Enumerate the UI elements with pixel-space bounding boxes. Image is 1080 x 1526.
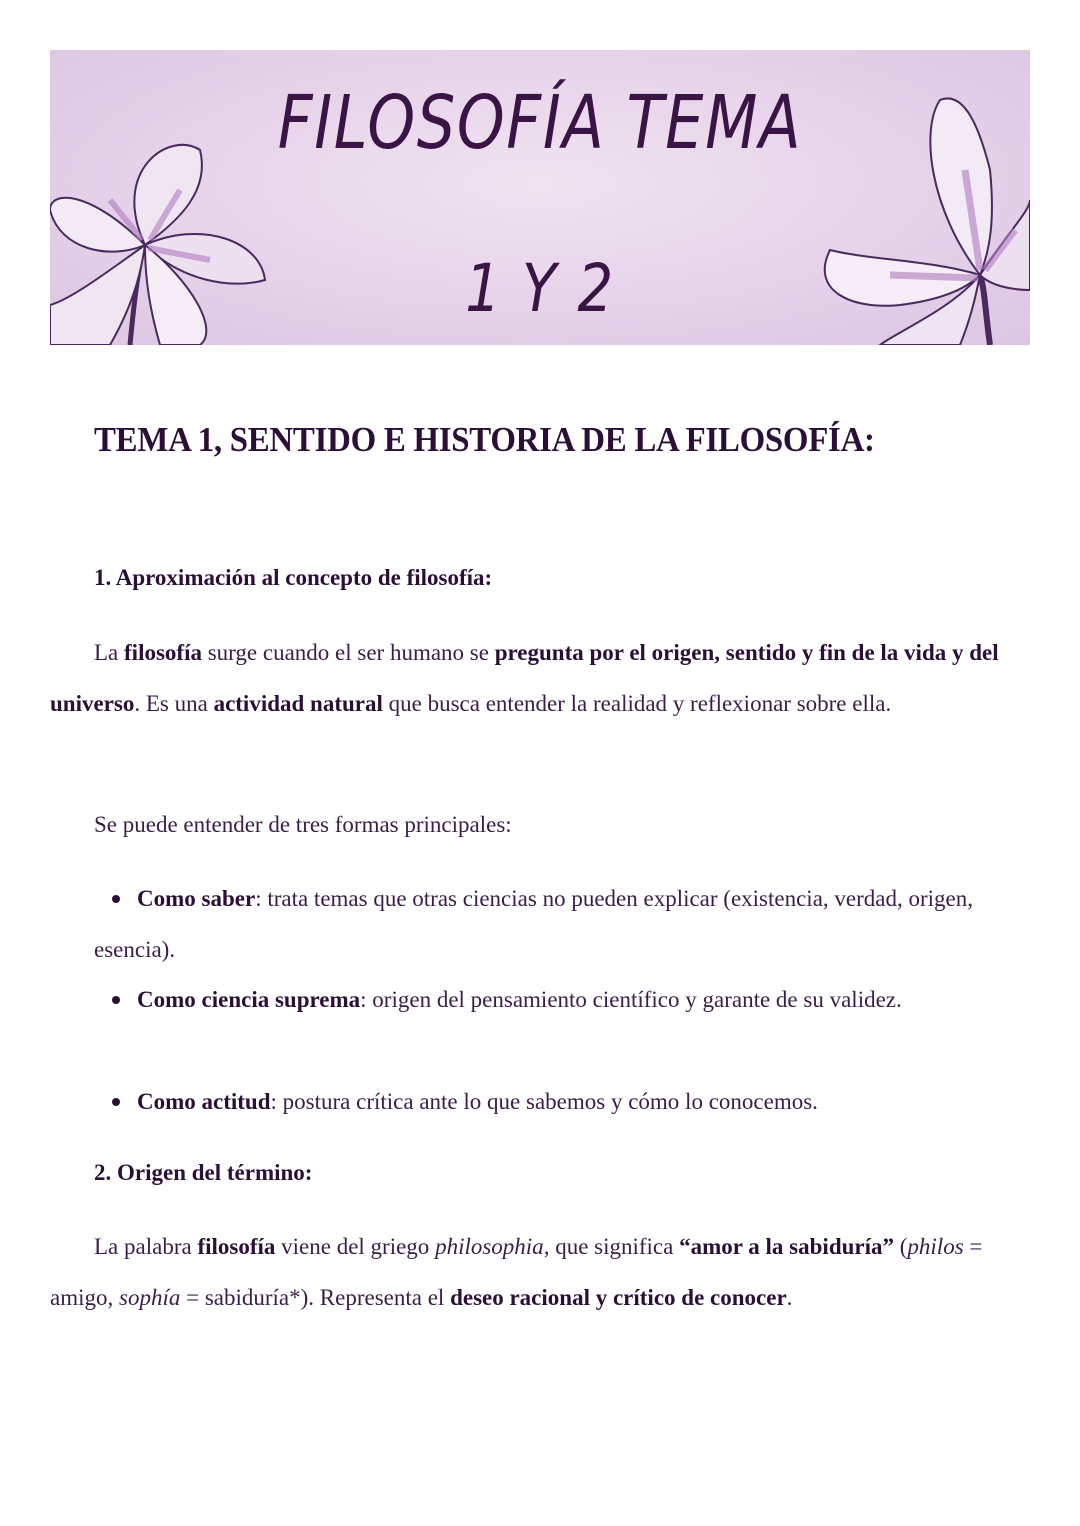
bullet-icon <box>112 1098 120 1106</box>
list-item: Como actitud: postura crítica ante lo que sabemos y cómo lo conocemos. <box>94 1076 1014 1127</box>
title-banner <box>50 50 1030 345</box>
section1-intro: Se puede entender de tres formas principales: <box>94 812 512 837</box>
section1-paragraph: La filosofía surge cuando el ser humano se pregunta por el origen, sentido y fin de la vida y del universo. Es una actividad natural que busca entender la realidad y reflexionar sobre ella. <box>50 640 999 716</box>
banner-title-line2: 1 Y 2 <box>465 250 615 327</box>
list-item: Como saber: trata temas que otras ciencias no pueden explicar (existencia, verdad, origen, esencia). <box>94 886 973 962</box>
topic-heading: TEMA 1, SENTIDO E HISTORIA DE LA FILOSOFÍA: <box>94 420 875 459</box>
section2-title: 2. Origen del término: <box>94 1160 313 1185</box>
bullet-icon <box>112 996 120 1004</box>
banner-title-line1: FILOSOFÍA TEMA <box>277 80 803 166</box>
section1-title: 1. Aproximación al concepto de filosofía: <box>94 565 493 590</box>
section2-paragraph: La palabra filosofía viene del griego philosophia, que significa “amor a la sabiduría” (philos = amigo, sophía = sabiduría*). Representa el deseo racional y crítico de conocer. <box>50 1234 983 1310</box>
bullet-icon <box>112 895 120 903</box>
list-item: Como ciencia suprema: origen del pensamiento científico y garante de su validez. <box>94 974 1014 1025</box>
